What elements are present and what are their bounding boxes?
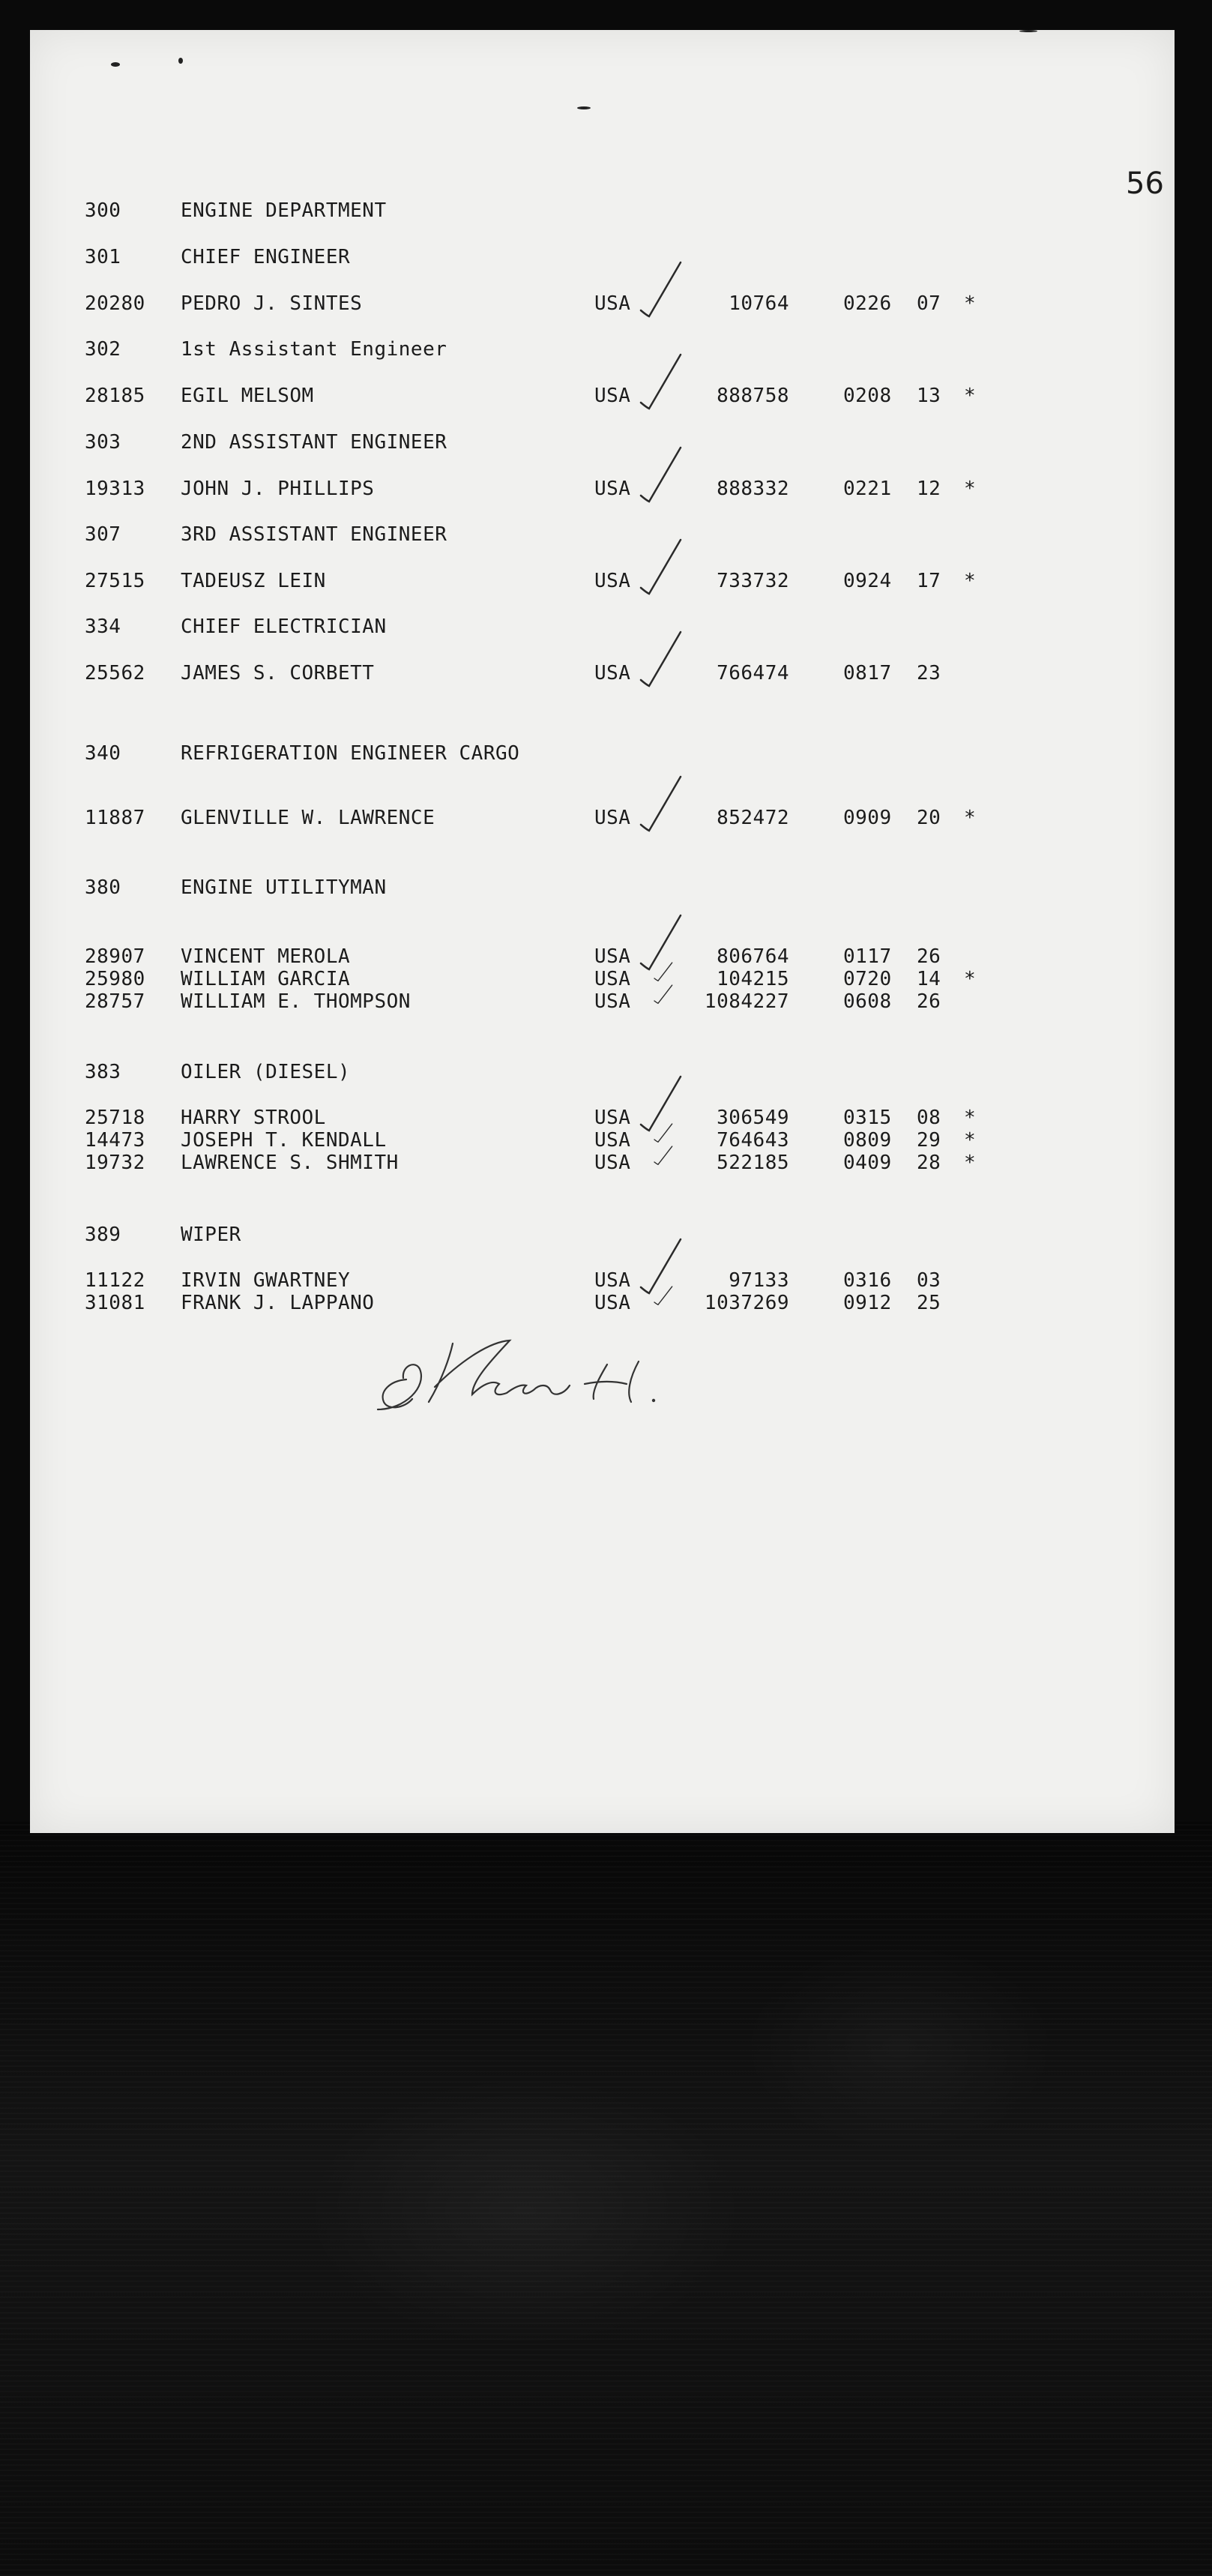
section-header bbox=[30, 876, 1175, 899]
scan-speck bbox=[1019, 30, 1037, 32]
crew-name: EGIL MELSOM bbox=[181, 385, 314, 407]
crew-number: 1084227 bbox=[704, 990, 789, 1013]
crew-name: LAWRENCE S. SHMITH bbox=[181, 1152, 399, 1174]
crew-id: 28757 bbox=[85, 990, 145, 1013]
crew-id: 25562 bbox=[85, 662, 145, 684]
crew-nationality: USA bbox=[594, 968, 631, 990]
crew-name: WILLIAM GARCIA bbox=[181, 968, 351, 990]
document-page bbox=[30, 30, 1175, 1833]
crew-row bbox=[30, 990, 1175, 1013]
scan-speck bbox=[577, 106, 591, 109]
section-header bbox=[30, 431, 1175, 454]
section-title: CHIEF ENGINEER bbox=[181, 246, 351, 268]
section-header bbox=[30, 246, 1175, 268]
crew-row bbox=[30, 1107, 1175, 1129]
crew-nationality: USA bbox=[594, 1152, 631, 1174]
crew-name: JOSEPH T. KENDALL bbox=[181, 1129, 387, 1152]
crew-id: 19732 bbox=[85, 1152, 145, 1174]
crew-mark: * bbox=[964, 807, 977, 829]
crew-row bbox=[30, 570, 1175, 592]
section-header bbox=[30, 199, 1175, 222]
crew-nationality: USA bbox=[594, 990, 631, 1013]
crew-name: JAMES S. CORBETT bbox=[181, 662, 375, 684]
crew-row bbox=[30, 478, 1175, 500]
crew-id: 31081 bbox=[85, 1292, 145, 1314]
section-title: CHIEF ELECTRICIAN bbox=[181, 616, 387, 638]
crew-name: PEDRO J. SINTES bbox=[181, 292, 363, 315]
crew-age: 14 bbox=[917, 968, 941, 990]
crew-date: 0817 bbox=[843, 662, 892, 684]
section-header bbox=[30, 616, 1175, 638]
section-code: 301 bbox=[85, 246, 121, 268]
crew-mark: * bbox=[964, 385, 977, 407]
crew-age: 03 bbox=[917, 1269, 941, 1292]
crew-name: FRANK J. LAPPANO bbox=[181, 1292, 375, 1314]
crew-row bbox=[30, 662, 1175, 684]
crew-id: 11887 bbox=[85, 807, 145, 829]
crew-id: 25718 bbox=[85, 1107, 145, 1129]
crew-age: 13 bbox=[917, 385, 941, 407]
crew-nationality: USA bbox=[594, 945, 631, 968]
crew-row bbox=[30, 1269, 1175, 1292]
crew-age: 28 bbox=[917, 1152, 941, 1174]
crew-id: 19313 bbox=[85, 478, 145, 500]
crew-nationality: USA bbox=[594, 1269, 631, 1292]
crew-name: HARRY STROOL bbox=[181, 1107, 326, 1129]
section-code: 300 bbox=[85, 199, 121, 222]
crew-number: 97133 bbox=[729, 1269, 789, 1292]
crew-number: 733732 bbox=[717, 570, 789, 592]
scan-speck bbox=[111, 62, 120, 67]
crew-mark: * bbox=[964, 968, 977, 990]
crew-number: 1037269 bbox=[704, 1292, 789, 1314]
section-title: 3RD ASSISTANT ENGINEER bbox=[181, 523, 447, 546]
crew-date: 0221 bbox=[843, 478, 892, 500]
crew-date: 0809 bbox=[843, 1129, 892, 1152]
section-header bbox=[30, 523, 1175, 546]
crew-age: 25 bbox=[917, 1292, 941, 1314]
crew-number: 766474 bbox=[717, 662, 789, 684]
crew-mark: * bbox=[964, 1107, 977, 1129]
crew-number: 806764 bbox=[717, 945, 789, 968]
crew-date: 0909 bbox=[843, 807, 892, 829]
crew-name: VINCENT MEROLA bbox=[181, 945, 351, 968]
section-title: 2ND ASSISTANT ENGINEER bbox=[181, 431, 447, 454]
crew-mark: * bbox=[964, 1152, 977, 1174]
crew-age: 20 bbox=[917, 807, 941, 829]
crew-nationality: USA bbox=[594, 1129, 631, 1152]
crew-age: 08 bbox=[917, 1107, 941, 1129]
crew-date: 0208 bbox=[843, 385, 892, 407]
crew-date: 0315 bbox=[843, 1107, 892, 1129]
section-code: 389 bbox=[85, 1224, 121, 1246]
crew-age: 26 bbox=[917, 945, 941, 968]
crew-name: GLENVILLE W. LAWRENCE bbox=[181, 807, 435, 829]
crew-age: 17 bbox=[917, 570, 941, 592]
crew-age: 23 bbox=[917, 662, 941, 684]
crew-row bbox=[30, 292, 1175, 315]
crew-number: 104215 bbox=[717, 968, 789, 990]
section-code: 380 bbox=[85, 876, 121, 899]
crew-row bbox=[30, 1129, 1175, 1152]
crew-name: TADEUSZ LEIN bbox=[181, 570, 326, 592]
crew-number: 10764 bbox=[729, 292, 789, 315]
crew-date: 0226 bbox=[843, 292, 892, 315]
section-title: OILER (DIESEL) bbox=[181, 1061, 351, 1083]
crew-date: 0409 bbox=[843, 1152, 892, 1174]
section-title: ENGINE DEPARTMENT bbox=[181, 199, 387, 222]
crew-age: 07 bbox=[917, 292, 941, 315]
crew-number: 306549 bbox=[717, 1107, 789, 1129]
crew-date: 0720 bbox=[843, 968, 892, 990]
section-header bbox=[30, 338, 1175, 361]
crew-nationality: USA bbox=[594, 570, 631, 592]
crew-nationality: USA bbox=[594, 662, 631, 684]
crew-row bbox=[30, 945, 1175, 968]
crew-id: 28185 bbox=[85, 385, 145, 407]
crew-date: 0912 bbox=[843, 1292, 892, 1314]
crew-number: 888758 bbox=[717, 385, 789, 407]
crew-number: 764643 bbox=[717, 1129, 789, 1152]
handwritten-signature bbox=[360, 1297, 705, 1432]
crew-date: 0316 bbox=[843, 1269, 892, 1292]
section-title: WIPER bbox=[181, 1224, 241, 1246]
page-number: 56 bbox=[1126, 166, 1164, 201]
crew-mark: * bbox=[964, 570, 977, 592]
crew-id: 14473 bbox=[85, 1129, 145, 1152]
section-code: 307 bbox=[85, 523, 121, 546]
crew-row bbox=[30, 385, 1175, 407]
crew-id: 27515 bbox=[85, 570, 145, 592]
crew-nationality: USA bbox=[594, 478, 631, 500]
crew-date: 0117 bbox=[843, 945, 892, 968]
crew-number: 522185 bbox=[717, 1152, 789, 1174]
crew-id: 28907 bbox=[85, 945, 145, 968]
crew-name: WILLIAM E. THOMPSON bbox=[181, 990, 411, 1013]
crew-number: 888332 bbox=[717, 478, 789, 500]
crew-row bbox=[30, 1152, 1175, 1174]
section-title: 1st Assistant Engineer bbox=[181, 338, 447, 361]
section-code: 334 bbox=[85, 616, 121, 638]
crew-id: 20280 bbox=[85, 292, 145, 315]
crew-row bbox=[30, 968, 1175, 990]
crew-id: 11122 bbox=[85, 1269, 145, 1292]
scan-speck bbox=[178, 58, 183, 64]
section-title: REFRIGERATION ENGINEER CARGO bbox=[181, 742, 520, 765]
crew-name: JOHN J. PHILLIPS bbox=[181, 478, 375, 500]
section-code: 303 bbox=[85, 431, 121, 454]
crew-nationality: USA bbox=[594, 385, 631, 407]
section-code: 383 bbox=[85, 1061, 121, 1083]
crew-mark: * bbox=[964, 478, 977, 500]
crew-id: 25980 bbox=[85, 968, 145, 990]
crew-number: 852472 bbox=[717, 807, 789, 829]
crew-nationality: USA bbox=[594, 1292, 631, 1314]
crew-nationality: USA bbox=[594, 807, 631, 829]
section-header bbox=[30, 1061, 1175, 1083]
section-code: 340 bbox=[85, 742, 121, 765]
crew-date: 0608 bbox=[843, 990, 892, 1013]
section-title: ENGINE UTILITYMAN bbox=[181, 876, 387, 899]
film-background bbox=[0, 1822, 1212, 2576]
crew-mark: * bbox=[964, 292, 977, 315]
crew-nationality: USA bbox=[594, 292, 631, 315]
crew-nationality: USA bbox=[594, 1107, 631, 1129]
crew-age: 12 bbox=[917, 478, 941, 500]
crew-row bbox=[30, 807, 1175, 829]
crew-date: 0924 bbox=[843, 570, 892, 592]
crew-mark: * bbox=[964, 1129, 977, 1152]
section-header bbox=[30, 742, 1175, 765]
crew-age: 26 bbox=[917, 990, 941, 1013]
crew-name: IRVIN GWARTNEY bbox=[181, 1269, 351, 1292]
section-header bbox=[30, 1224, 1175, 1246]
section-code: 302 bbox=[85, 338, 121, 361]
crew-age: 29 bbox=[917, 1129, 941, 1152]
